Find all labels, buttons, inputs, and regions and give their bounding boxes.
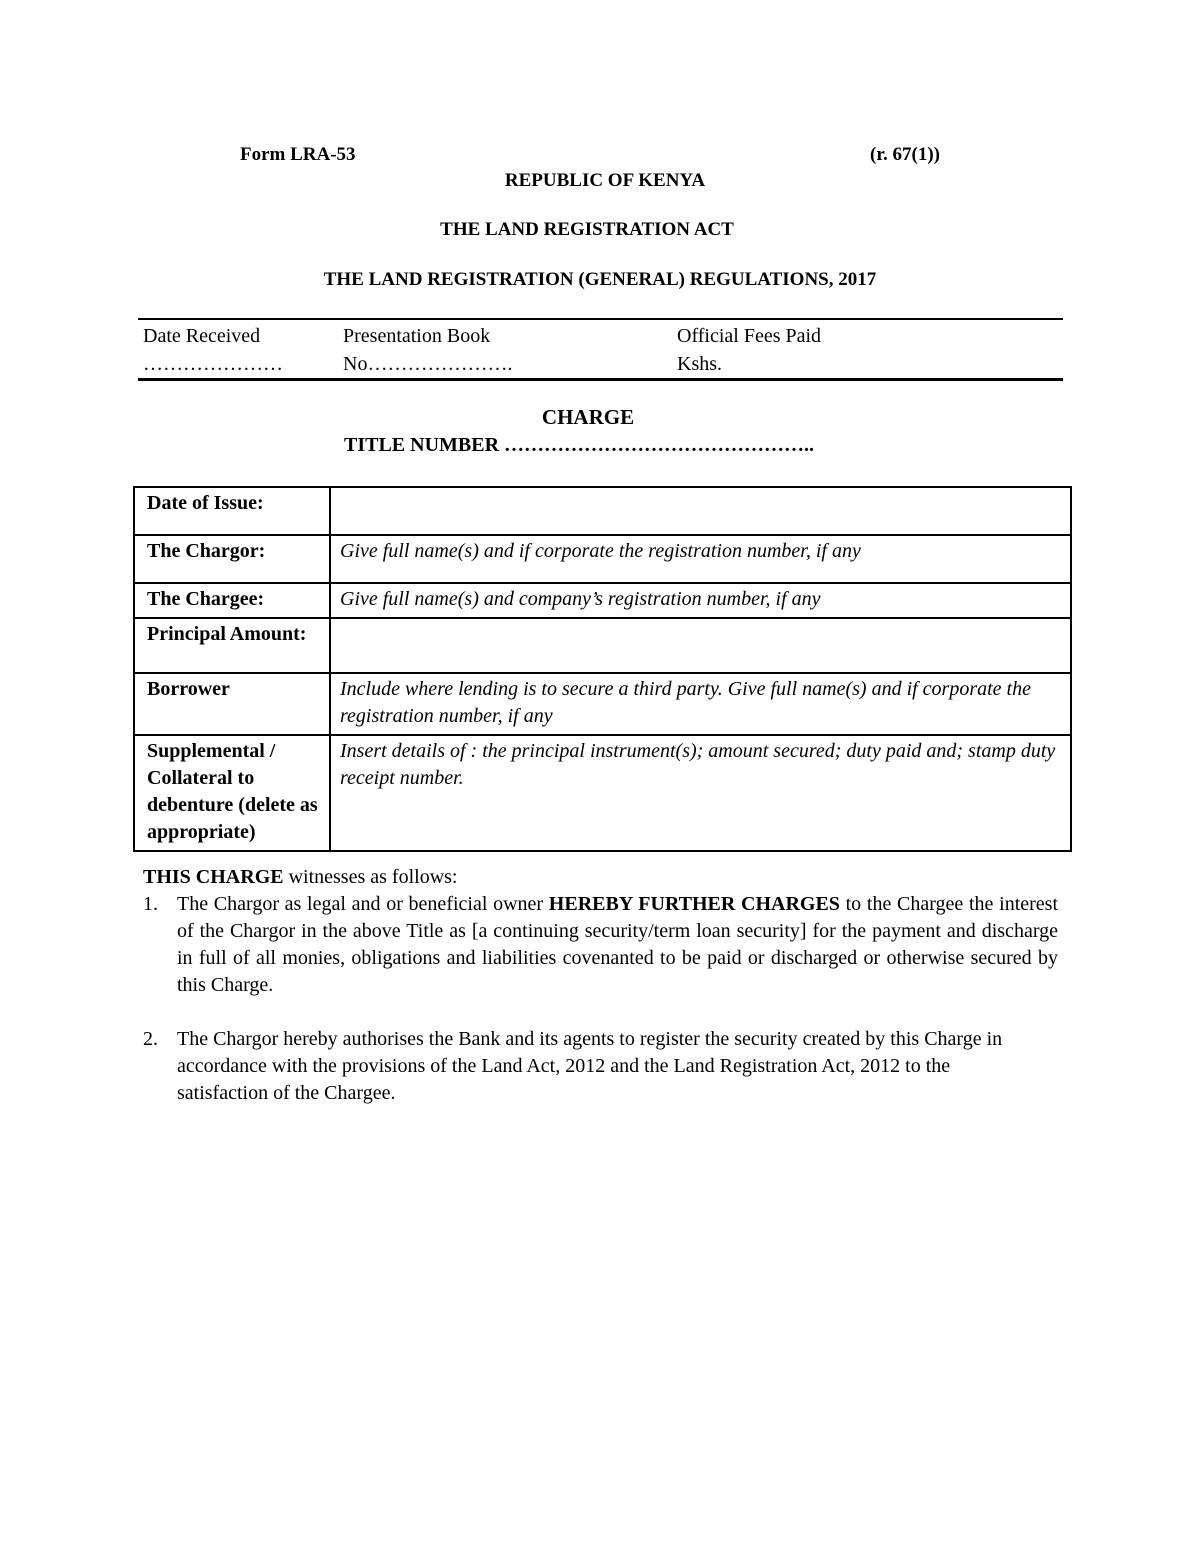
table-row (134, 535, 1071, 583)
row-label: The Chargee: (134, 583, 330, 618)
clause-1 (143, 891, 1058, 999)
document-title: CHARGE (541, 405, 635, 429)
table-row (134, 673, 1071, 735)
presentation-book-no: No…………………. (343, 353, 513, 375)
form-id: Form LRA-53 (240, 144, 356, 165)
presentation-book-label: Presentation Book (343, 325, 491, 347)
row-value (330, 618, 1071, 673)
table-row (134, 618, 1071, 673)
official-fees-currency: Kshs. (677, 353, 723, 375)
row-label: Borrower (134, 673, 330, 735)
clause-number: 2. (143, 1028, 158, 1050)
intro-rest: witnesses as follows: (283, 866, 458, 888)
row-label: Date of Issue: (134, 487, 330, 535)
registration-top-rule (138, 318, 1063, 320)
clause1-pre: The Chargor as legal and or beneficial owner (177, 893, 549, 915)
table-row (134, 735, 1071, 851)
row-value (330, 487, 1071, 535)
row-value: Include where lending is to secure a third party. Give full name(s) and if corporate the registration number, if any (330, 673, 1071, 735)
row-value: Give full name(s) and if corporate the registration number, if any (330, 535, 1071, 583)
regulations-heading: THE LAND REGISTRATION (GENERAL) REGULATIONS, 2017 (323, 269, 877, 290)
clause-2 (143, 1026, 1043, 1107)
row-label: Supplemental / Collateral to debenture (delete as appropriate) (134, 735, 330, 851)
clause1-post: to the Chargee the interest of the Chargor in the above Title as [a continuing security/term loan security] for the payment and discharge in full of all monies, obligations and liabilities covenanted to be paid or discharged or otherwise secured by this Charge. (177, 893, 1059, 996)
registration-bottom-rule (138, 378, 1063, 381)
row-label: Principal Amount: (134, 618, 330, 673)
clause1-bold: HEREBY FURTHER CHARGES (548, 893, 840, 915)
rule-reference: (r. 67(1)) (870, 144, 940, 165)
charge-intro (143, 864, 457, 891)
date-received-blank: ………………… (143, 353, 283, 375)
clause-text (177, 891, 1058, 999)
table-row (134, 487, 1071, 535)
date-received-label: Date Received (143, 325, 261, 347)
clause-text: The Chargor hereby authorises the Bank and its agents to register the security created by this Charge in accordance with the provisions of the Land Act, 2012 and the Land Registration Act, 2012 to the satisfaction of the Chargee. (177, 1028, 1003, 1104)
row-value: Insert details of : the principal instrument(s); amount secured; duty paid and; stamp duty receipt number. (330, 735, 1071, 851)
charge-details-table (133, 486, 1072, 852)
row-value: Give full name(s) and company’s registration number, if any (330, 583, 1071, 618)
act-heading: THE LAND REGISTRATION ACT (440, 219, 734, 240)
official-fees-label: Official Fees Paid (677, 325, 822, 347)
intro-bold: THIS CHARGE (143, 866, 284, 888)
clause-number: 1. (143, 893, 158, 915)
republic-heading: REPUBLIC OF KENYA (504, 170, 706, 191)
table-row (134, 583, 1071, 618)
title-number: TITLE NUMBER ……………………………………….. (344, 434, 815, 456)
row-label: The Chargor: (134, 535, 330, 583)
